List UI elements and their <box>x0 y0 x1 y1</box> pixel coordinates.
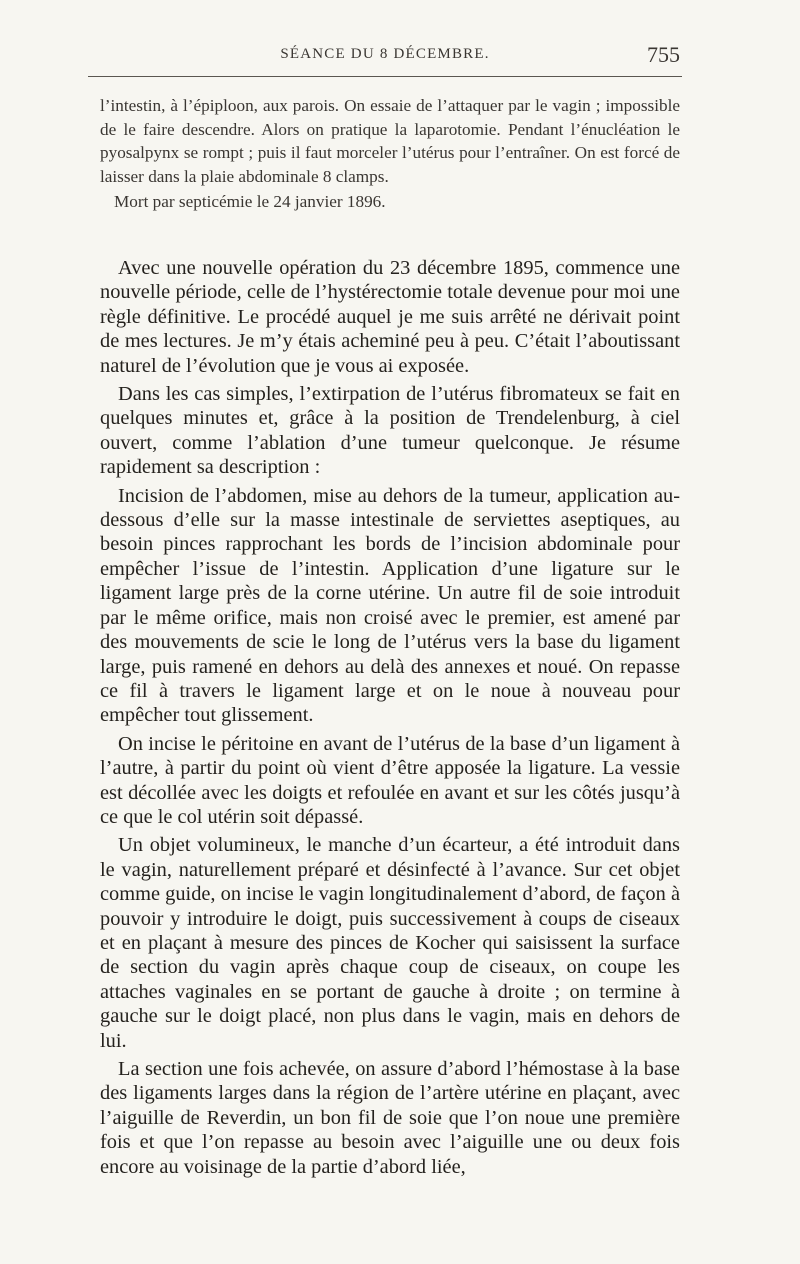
running-title: SÉANCE DU 8 DÉCEMBRE. <box>280 46 490 62</box>
paragraph: Un objet volumineux, le manche d’un écarteur, a été introduit dans le vagin, naturellement préparé et désinfecté à l’avance. Sur cet objet comme guide, on incise le vagin longitudinalement d’abord, de façon à pouvoir y introduire le doigt, puis successivement à coups de ciseaux et en plaçant à mesure des pinces de Kocher qui saisissent la surface de section du vagin après chaque coup de ciseaux, on coupe les attaches vaginales en se portant de gauche à droite ; on termine à gauche sur le doigt placé, non plus dans le vagin, mais en dehors de lui. <box>100 834 680 1052</box>
case-note-text: l’intestin, à l’épiploon, aux parois. On essaie de l’attaquer par le vagin ; impossible de le faire descendre. Alors on pratique la laparotomie. Pendant l’énucléation le pyosalpynx se rompt ; puis il faut morceler l’utérus pour l’entraîner. On est forcé de laisser dans la plaie abdominale 8 clamps. <box>100 96 680 186</box>
case-note-death: Mort par septicémie le 24 janvier 1896. <box>114 192 386 212</box>
running-head <box>88 40 682 70</box>
paragraph: Dans les cas simples, l’extirpation de l’utérus fibromateux se fait en quelques minutes et, grâce à la position de Trendelenburg, à ciel ouvert, comme l’ablation d’une tumeur quelconque. Je résume rapidement sa description : <box>100 383 680 479</box>
paragraph: Incision de l’abdomen, mise au dehors de la tumeur, application au-dessous d’elle sur la masse intestinale de serviettes aseptiques, au besoin pinces rapprochant les bords de l’incision abdominale pour empêcher l’issue de l’intestin. Application d’une ligature sur le ligament large près de la corne utérine. Un autre fil de soie introduit par le même orifice, mais non croisé avec le premier, est amené par des mouvements de scie le long de l’utérus vers la base du ligament large, puis ramené en dehors au delà des annexes et noué. On repasse ce fil à travers le ligament large et on le noue à nouveau pour empêcher tout glissement. <box>100 484 680 727</box>
paragraph: On incise le péritoine en avant de l’utérus de la base d’un ligament à l’autre, à partir du point où vient d’être apposée la ligature. La vessie est décollée avec les doigts et refoulée en avant et sur les côtés jusqu’à ce que le col utérin soit dépassé. <box>100 732 680 828</box>
main-text <box>100 256 680 1183</box>
paragraph: Avec une nouvelle opération du 23 décembre 1895, commence une nouvelle période, celle de l’hystérectomie totale devenue pour moi une règle définitive. Le procédé auquel je me suis arrêté ne dérivait point de mes lectures. Je m’y étais acheminé peu à peu. C’était l’aboutissant naturel de l’évolution que je vous ai exposée. <box>100 257 680 377</box>
paragraph: La section une fois achevée, on assure d’abord l’hémostase à la base des ligaments larges dans la région de l’artère utérine en plaçant, avec l’aiguille de Reverdin, un bon fil de soie que l’on noue une première fois et que l’on repasse au besoin avec l’aiguille une ou deux fois encore au voisinage de la partie d’abord liée, <box>100 1058 680 1178</box>
case-note <box>100 94 680 214</box>
page-number: 755 <box>647 42 680 67</box>
header-rule <box>88 76 682 77</box>
